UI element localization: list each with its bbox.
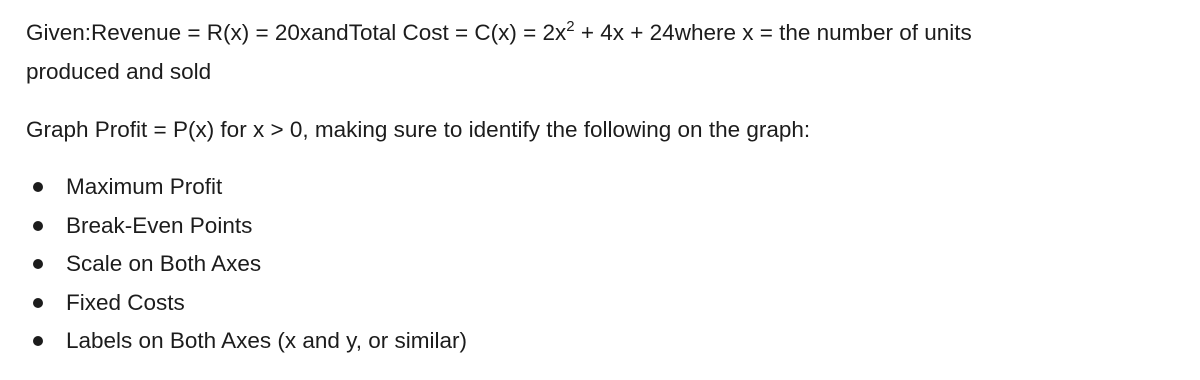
requirement-fixed-costs: Fixed Costs bbox=[66, 289, 185, 315]
bullet-icon bbox=[33, 182, 43, 192]
requirement-maximum-profit: Maximum Profit bbox=[66, 174, 223, 199]
requirement-axis-labels: Labels on Both Axes (x and y, or similar) bbox=[66, 328, 468, 353]
variable-definition-continued: produced and sold bbox=[26, 59, 212, 84]
conjunction-and: and bbox=[311, 20, 349, 45]
requirement-scale-axes: Scale on Both Axes bbox=[66, 251, 262, 276]
given-label: Given: bbox=[26, 20, 92, 45]
bullet-icon bbox=[33, 298, 43, 308]
bullet-icon bbox=[33, 221, 43, 231]
graph-instruction: Graph Profit = P(x) for x > 0, making sure to identify the following on the graph: bbox=[26, 117, 811, 142]
given-line bbox=[26, 18, 1196, 48]
variable-definition: where x = the number of units bbox=[674, 20, 972, 45]
cost-exponent: 2 bbox=[566, 18, 575, 35]
cost-equation-suffix: + 4x + 24 bbox=[574, 20, 675, 45]
bullet-icon bbox=[33, 336, 43, 346]
cost-equation-prefix: Total Cost = C(x) = 2x bbox=[348, 20, 567, 45]
bullet-icon bbox=[33, 259, 43, 269]
requirement-break-even-points: Break-Even Points bbox=[66, 212, 253, 238]
revenue-equation: Revenue = R(x) = 20x bbox=[91, 20, 312, 45]
